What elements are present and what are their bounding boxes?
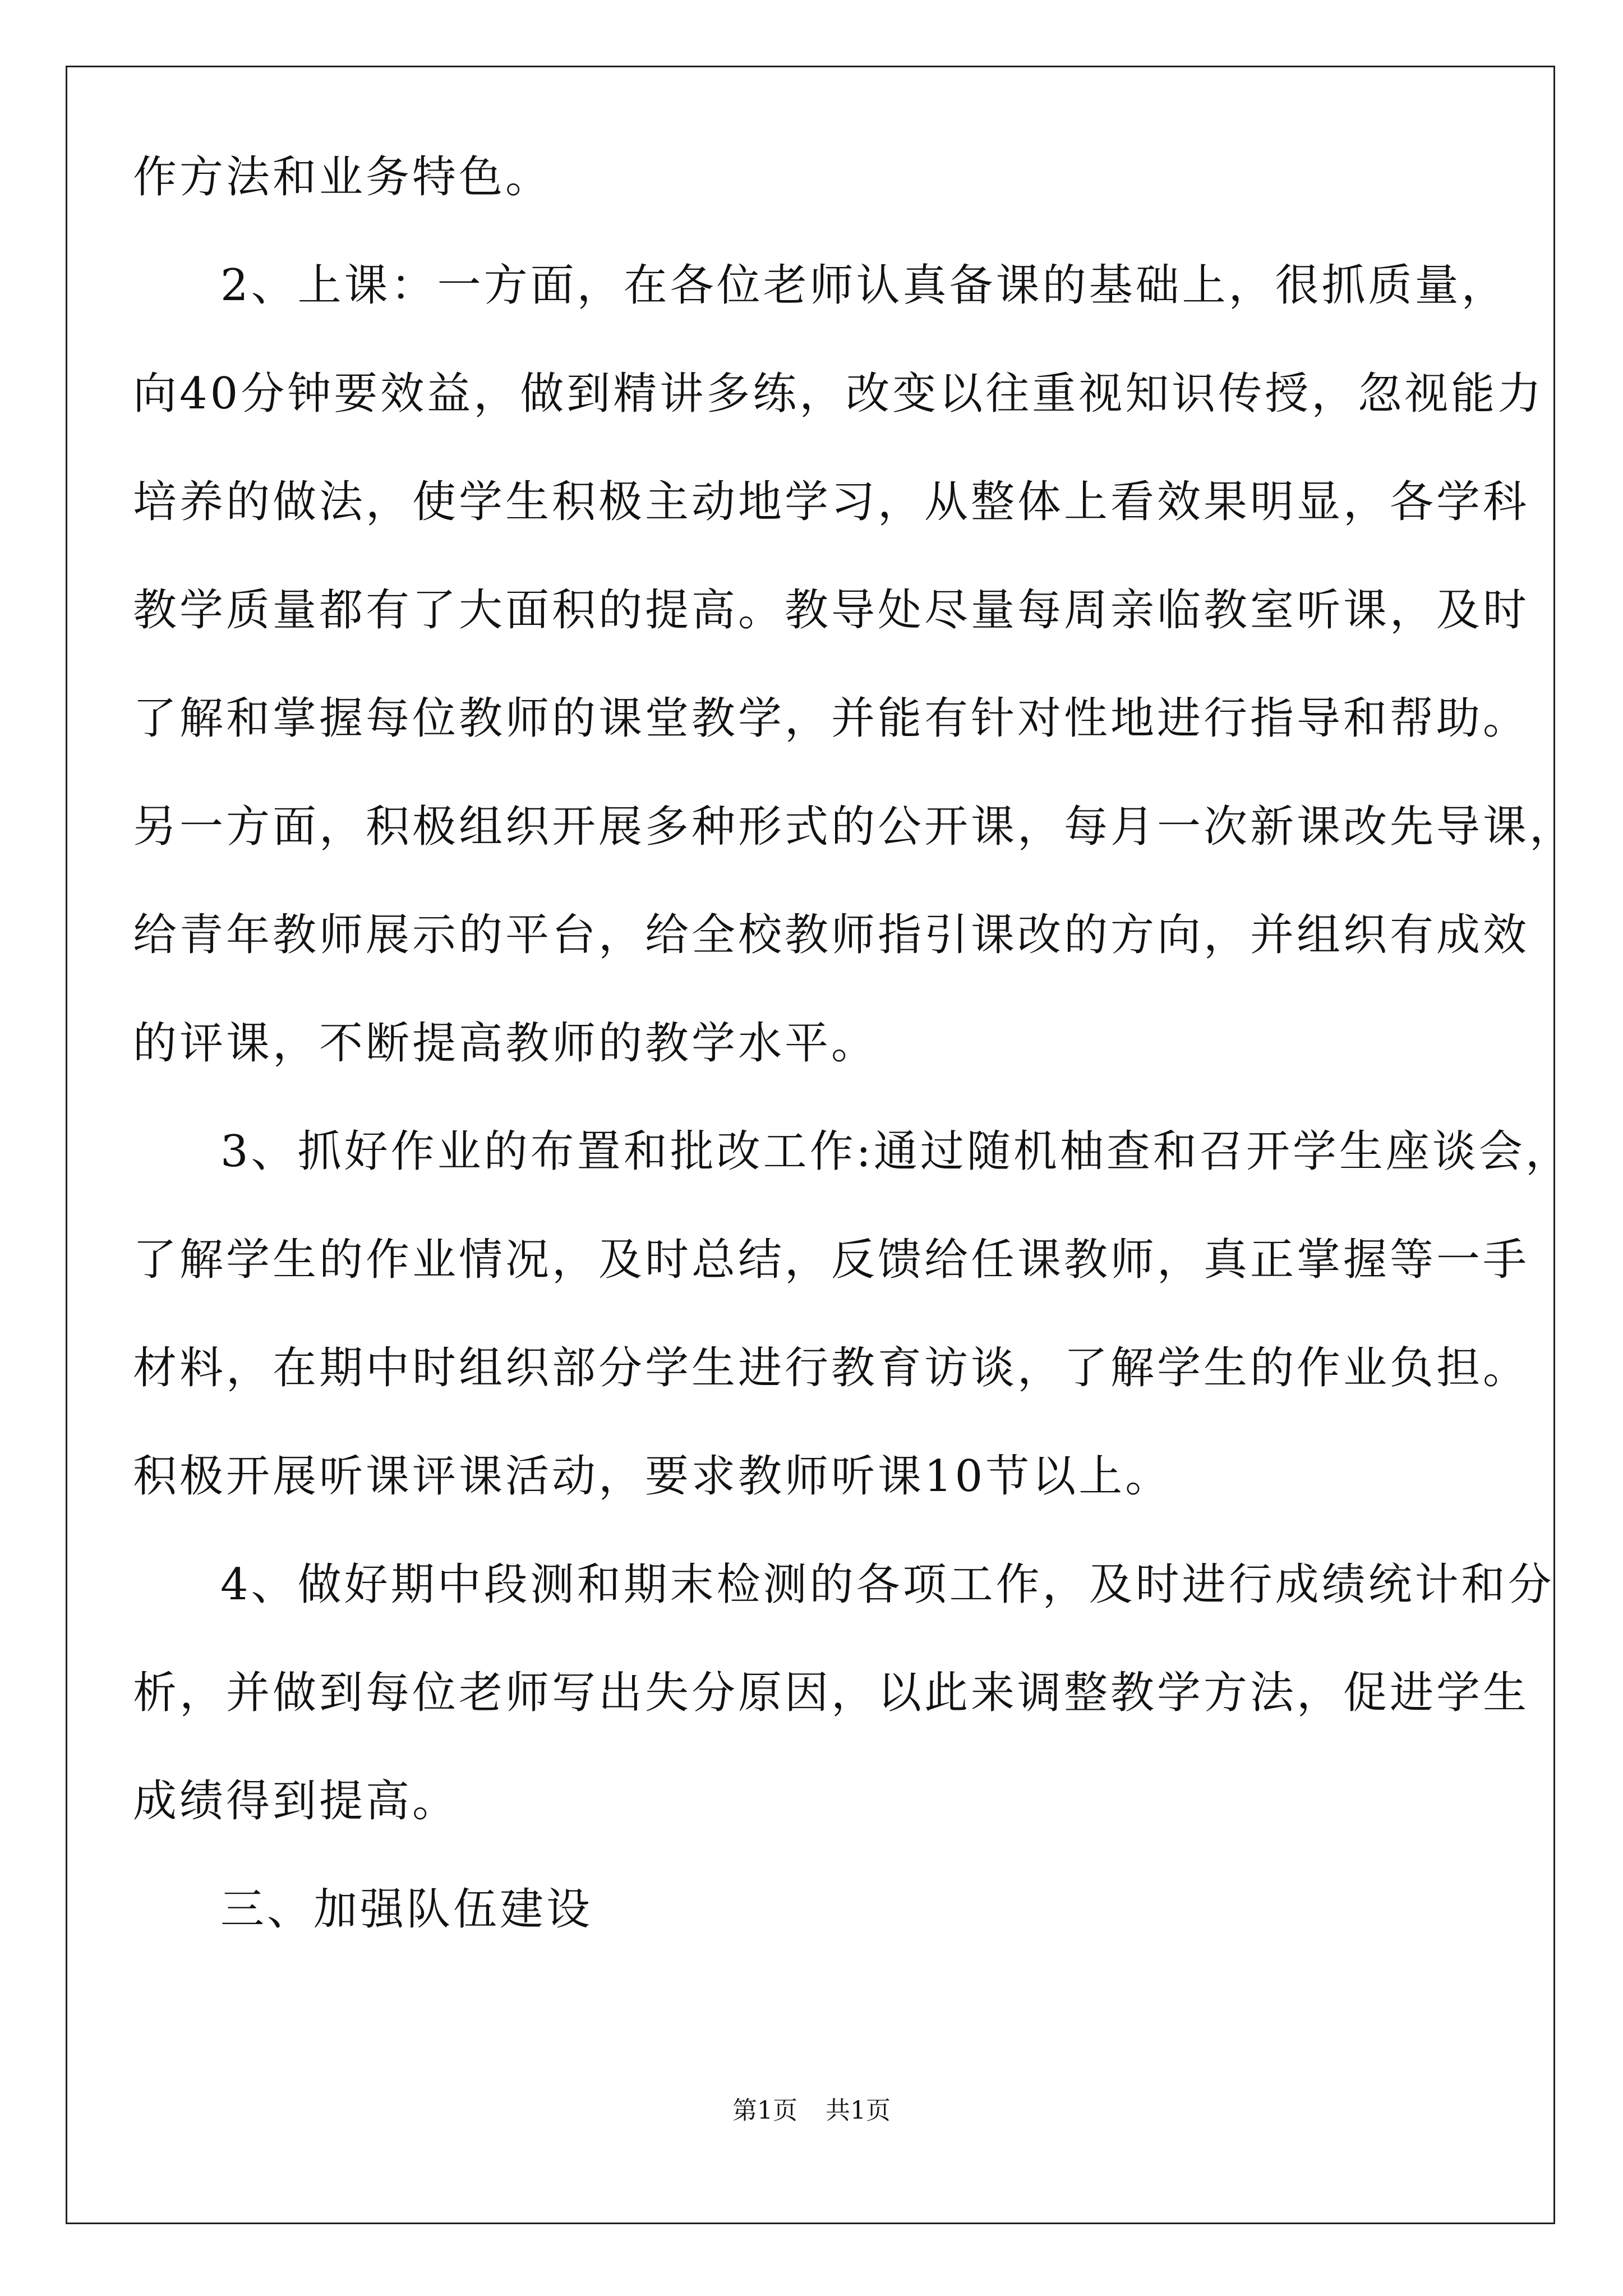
text-line: 2、上课：一方面，在各位老师认真备课的基础上，很抓质量， — [220, 260, 1508, 311]
text-line: 培养的做法，使学生积极主动地学习，从整体上看效果明显，各学科 — [133, 477, 1530, 527]
document-body — [133, 123, 1576, 1964]
text-line: 成绩得到提高。 — [133, 1776, 459, 1826]
page-footer — [0, 2094, 1623, 2128]
text-line: 析，并做到每位老师写出失分原因，以此来调整教学方法，促进学生 — [133, 1668, 1530, 1718]
text-line: 另一方面，积极组织开展多种形式的公开课，每月一次新课改先导课， — [133, 802, 1576, 852]
text-line: 教学质量都有了大面积的提高。教导处尽量每周亲临教室听课，及时 — [133, 585, 1530, 636]
text-line: 3、抓好作业的布置和批改工作:通过随机柚查和召开学生座谈会， — [220, 1126, 1572, 1177]
text-line: 4、做好期中段测和期末检测的各项工作，及时进行成绩统计和分 — [220, 1559, 1555, 1610]
page-total: 共1页 — [826, 2096, 891, 2125]
page-number: 第1页 — [732, 2096, 797, 2125]
text-line: 的评课，不断提高教师的教学水平。 — [133, 1018, 878, 1069]
text-line: 积极开展听课评课活动，要求教师听课10节以上。 — [133, 1451, 1172, 1502]
text-line: 材料，在期中时组织部分学生进行教育访谈，了解学生的作业负担。 — [133, 1343, 1530, 1393]
text-line: 作方法和业务特色。 — [133, 152, 552, 203]
text-line: 给青年教师展示的平台，给全校教师指引课改的方向，并组织有成效 — [133, 910, 1530, 960]
text-line: 了解和掌握每位教师的课堂教学，并能有针对性地进行指导和帮助。 — [133, 693, 1530, 744]
text-line: 了解学生的作业情况，及时总结，反馈给任课教师，真正掌握等一手 — [133, 1235, 1530, 1285]
section-heading: 三、加强队伍建设 — [220, 1884, 593, 1935]
text-line: 向40分钟要效益，做到精讲多练，改变以往重视知识传授，忽视能力 — [133, 369, 1544, 419]
